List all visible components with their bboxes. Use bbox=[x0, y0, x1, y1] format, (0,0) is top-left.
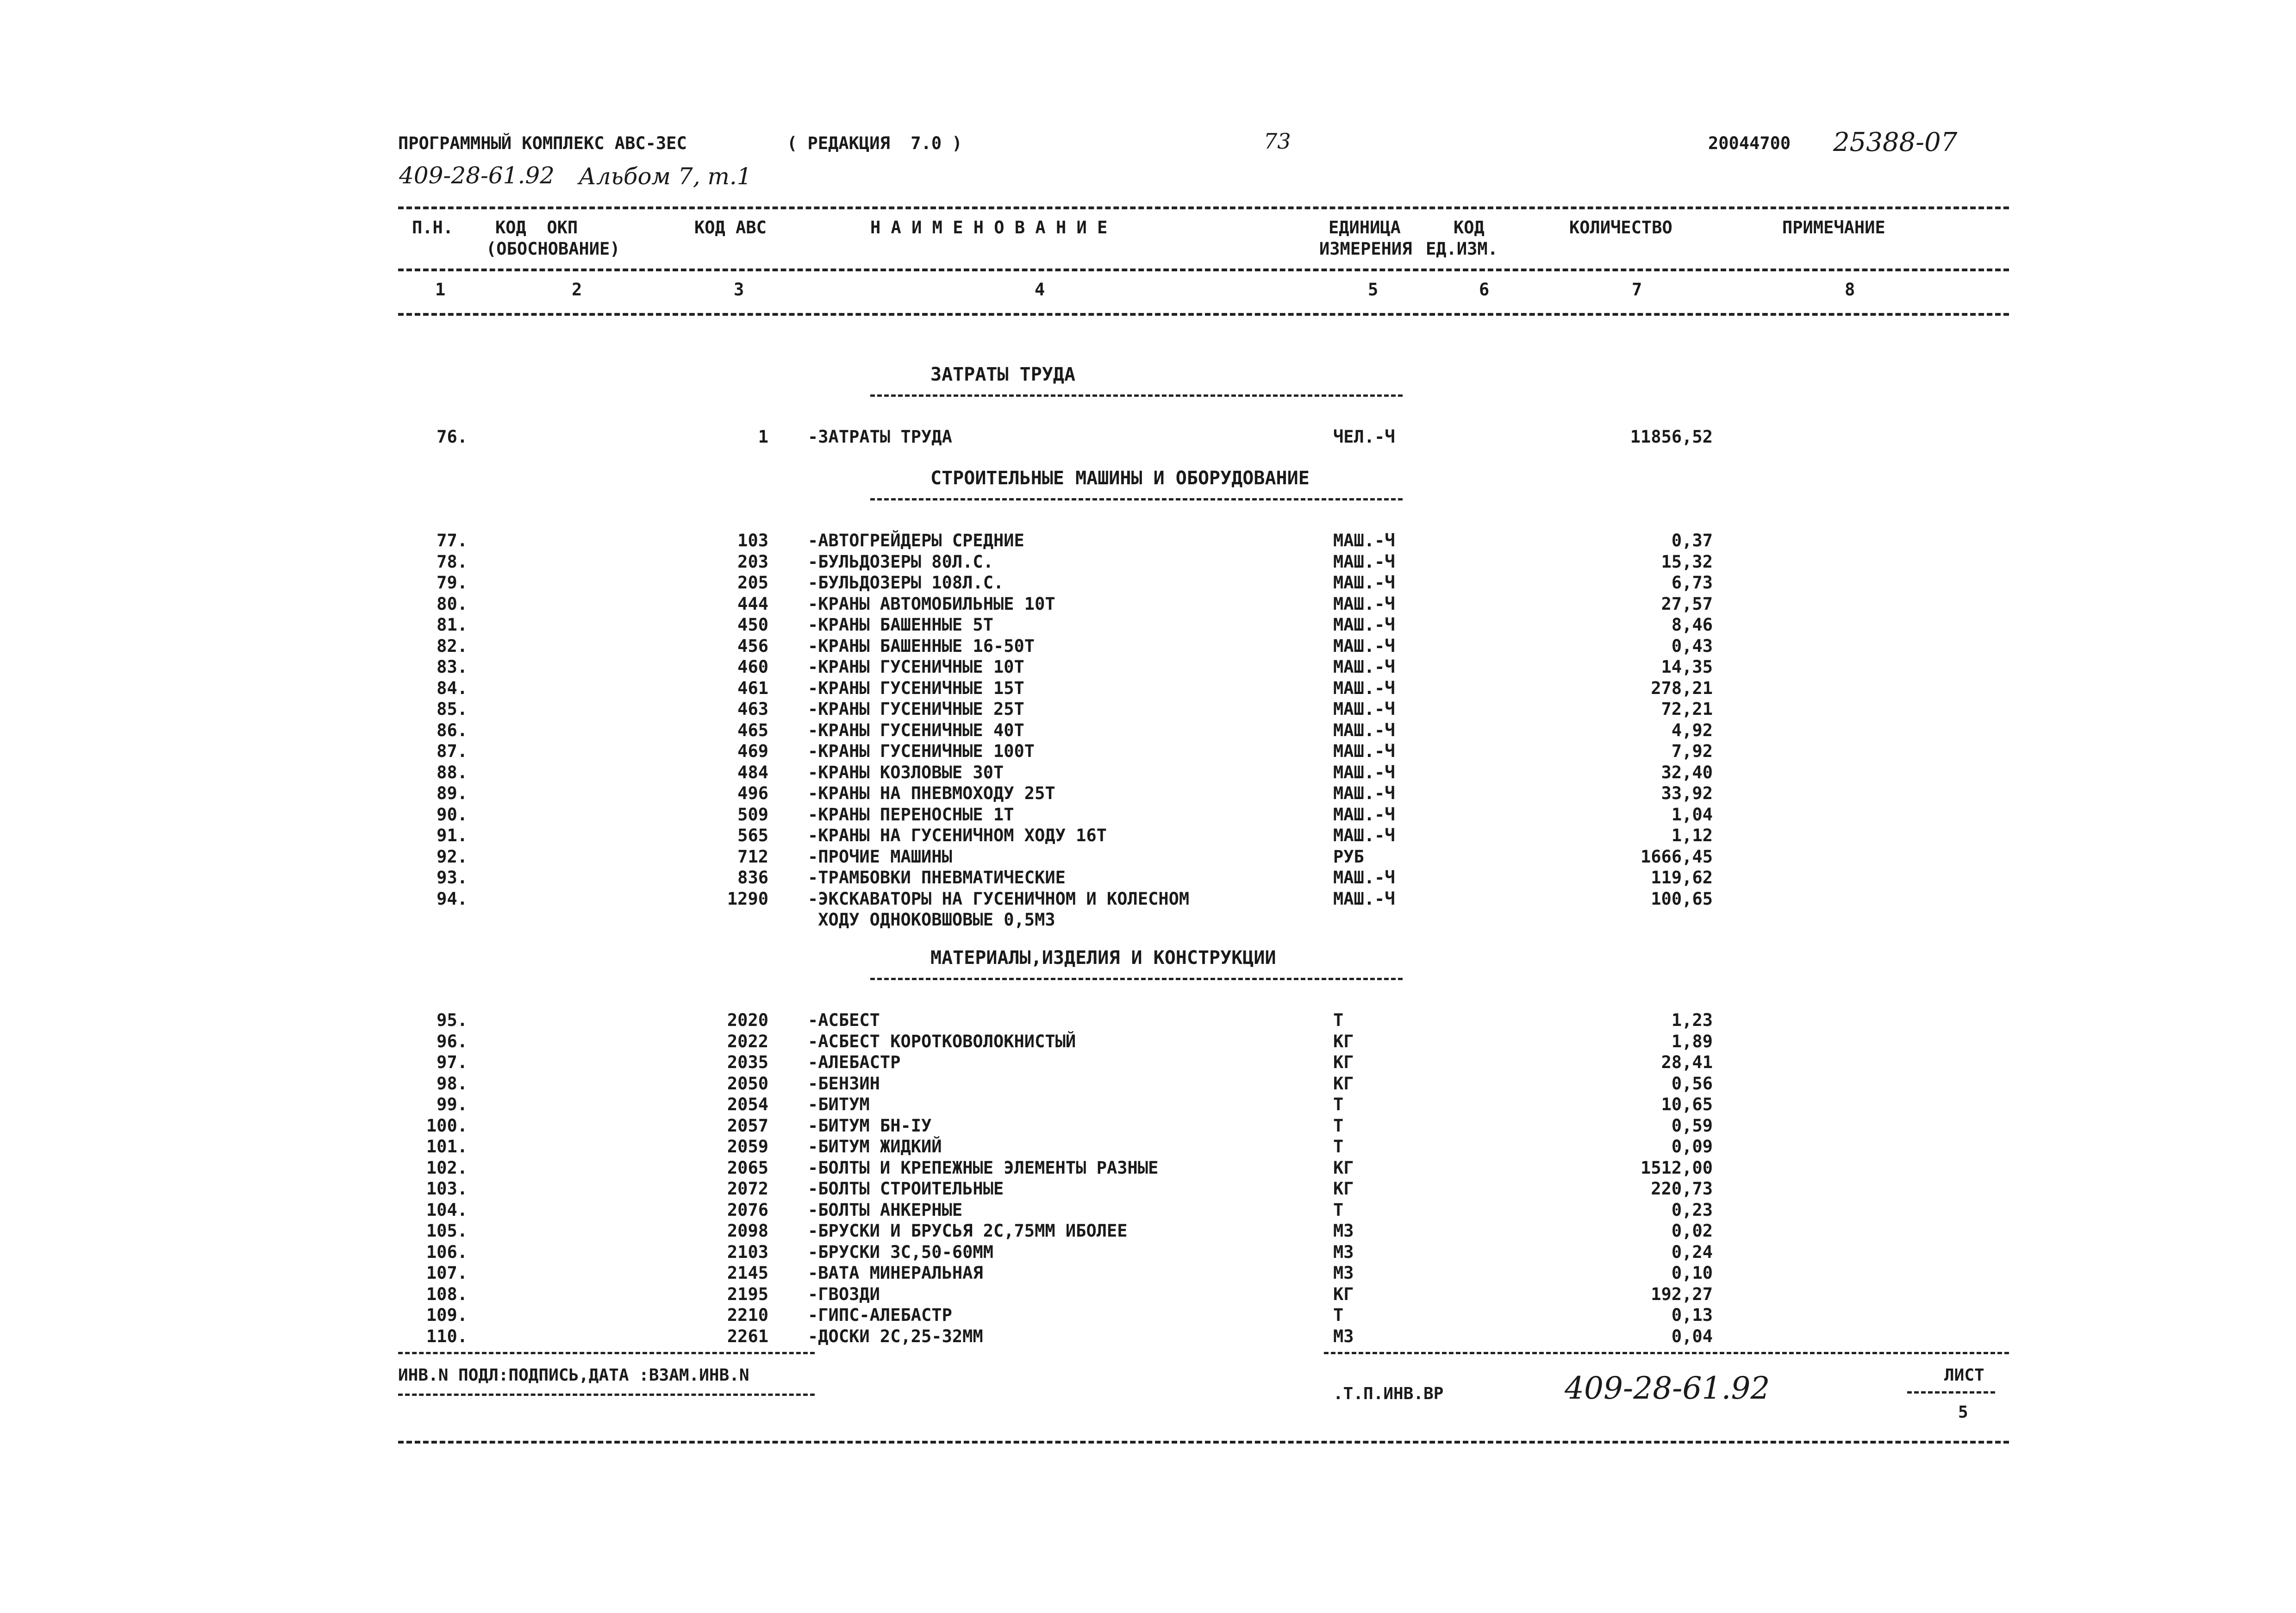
footer-divider-right bbox=[1324, 1352, 2009, 1354]
row-abc-code: 1290 bbox=[727, 888, 768, 909]
table-row bbox=[0, 1032, 2296, 1053]
row-abc-code: 1 bbox=[758, 427, 768, 447]
row-abc-code: 2072 bbox=[727, 1179, 768, 1199]
row-abc-code: 205 bbox=[737, 573, 768, 593]
row-quantity: 100,65 bbox=[1651, 888, 1713, 909]
row-name: -КРАНЫ КОЗЛОВЫЕ 30Т bbox=[808, 762, 1004, 782]
row-abc-code: 463 bbox=[737, 699, 768, 719]
row-abc-code: 509 bbox=[737, 804, 768, 825]
row-unit: РУБ bbox=[1333, 846, 1364, 867]
row-number: 95. bbox=[437, 1010, 468, 1030]
row-quantity: 6,73 bbox=[1671, 573, 1713, 593]
col-header-quantity: КОЛИЧЕСТВО bbox=[1569, 218, 1672, 238]
table-row bbox=[0, 1116, 2296, 1137]
row-unit: МАШ.-Ч bbox=[1333, 888, 1395, 909]
row-name: -ГВОЗДИ bbox=[808, 1284, 880, 1304]
table-row bbox=[0, 1263, 2296, 1284]
row-quantity: 1,12 bbox=[1671, 825, 1713, 845]
row-abc-code: 2098 bbox=[727, 1221, 768, 1241]
table-row bbox=[0, 825, 2296, 847]
table-row bbox=[0, 657, 2296, 678]
row-quantity: 0,59 bbox=[1671, 1115, 1713, 1136]
row-name: -КРАНЫ ГУСЕНИЧНЫЕ 25Т bbox=[808, 699, 1024, 719]
col-number-8: 8 bbox=[1845, 280, 1855, 300]
section-underline-machinery bbox=[870, 498, 1403, 500]
row-quantity: 1512,00 bbox=[1641, 1157, 1713, 1178]
footer-left-labels: ИНВ.N ПОДЛ:ПОДПИСЬ,ДАТА :ВЗАМ.ИНВ.N bbox=[398, 1366, 749, 1385]
row-quantity: 1,89 bbox=[1671, 1031, 1713, 1051]
row-unit: МАШ.-Ч bbox=[1333, 699, 1395, 719]
divider-header bbox=[398, 269, 2009, 271]
row-quantity: 7,92 bbox=[1671, 741, 1713, 761]
table-row bbox=[0, 805, 2296, 826]
row-number: 83. bbox=[437, 657, 468, 677]
row-number: 88. bbox=[437, 762, 468, 782]
row-abc-code: 2057 bbox=[727, 1115, 768, 1136]
row-quantity: 1,04 bbox=[1671, 804, 1713, 825]
col-number-3: 3 bbox=[734, 280, 744, 300]
row-abc-code: 2210 bbox=[727, 1305, 768, 1325]
table-row bbox=[0, 1052, 2296, 1074]
table-row bbox=[0, 1284, 2296, 1306]
row-number: 80. bbox=[437, 594, 468, 614]
row-abc-code: 2261 bbox=[727, 1326, 768, 1346]
row-unit: МАШ.-Ч bbox=[1333, 636, 1395, 656]
row-abc-code: 444 bbox=[737, 594, 768, 614]
row-number: 103. bbox=[426, 1179, 468, 1199]
edition-label: ( РЕДАКЦИЯ 7.0 ) bbox=[787, 133, 962, 153]
table-row bbox=[0, 868, 2296, 889]
row-number: 92. bbox=[437, 846, 468, 867]
row-number: 106. bbox=[426, 1242, 468, 1262]
row-abc-code: 460 bbox=[737, 657, 768, 677]
row-quantity: 1666,45 bbox=[1641, 846, 1713, 867]
row-abc-code: 461 bbox=[737, 678, 768, 698]
row-abc-code: 484 bbox=[737, 762, 768, 782]
col-number-5: 5 bbox=[1368, 280, 1379, 300]
col-header-unit-measure: ИЗМЕРЕНИЯ bbox=[1319, 239, 1412, 259]
row-number: 93. bbox=[437, 868, 468, 888]
row-unit: М3 bbox=[1333, 1221, 1354, 1241]
col-number-4: 4 bbox=[1035, 280, 1045, 300]
col-number-7: 7 bbox=[1632, 280, 1642, 300]
row-name: -ДОСКИ 2С,25-32ММ bbox=[808, 1326, 983, 1346]
row-quantity: 220,73 bbox=[1651, 1179, 1713, 1199]
row-abc-code: 2065 bbox=[727, 1157, 768, 1178]
row-name: -БРУСКИ И БРУСЬЯ 2С,75ММ ИБОЛЕЕ bbox=[808, 1221, 1128, 1241]
row-name: -КРАНЫ БАШЕННЫЕ 16-50Т bbox=[808, 636, 1035, 656]
table-row bbox=[0, 594, 2296, 615]
footer-divider-left bbox=[398, 1352, 815, 1354]
row-unit: МАШ.-Ч bbox=[1333, 573, 1395, 593]
row-abc-code: 203 bbox=[737, 551, 768, 572]
row-abc-code: 2020 bbox=[727, 1010, 768, 1030]
row-number: 81. bbox=[437, 615, 468, 635]
table-row bbox=[0, 615, 2296, 636]
row-name: -АСБЕСТ bbox=[808, 1010, 880, 1030]
row-number: 98. bbox=[437, 1073, 468, 1094]
album-label: Альбом 7, т.1 bbox=[579, 163, 752, 190]
row-quantity: 33,92 bbox=[1661, 783, 1713, 803]
col-header-okp: КОД ОКП bbox=[495, 218, 578, 238]
row-quantity: 192,27 bbox=[1651, 1284, 1713, 1304]
row-unit: МАШ.-Ч bbox=[1333, 678, 1395, 698]
table-row bbox=[0, 531, 2296, 552]
row-unit: МАШ.-Ч bbox=[1333, 741, 1395, 761]
row-abc-code: 2059 bbox=[727, 1137, 768, 1157]
row-name: -БОЛТЫ СТРОИТЕЛЬНЫЕ bbox=[808, 1179, 1004, 1199]
row-abc-code: 2103 bbox=[727, 1242, 768, 1262]
row-name: -ВАТА МИНЕРАЛЬНАЯ bbox=[808, 1263, 983, 1283]
row-quantity: 32,40 bbox=[1661, 762, 1713, 782]
section-title-machinery: СТРОИТЕЛЬНЫЕ МАШИНЫ И ОБОРУДОВАНИЕ bbox=[930, 468, 1310, 489]
row-name: -КРАНЫ БАШЕННЫЕ 5Т bbox=[808, 615, 993, 635]
row-quantity: 0,24 bbox=[1671, 1242, 1713, 1262]
row-number: 108. bbox=[426, 1284, 468, 1304]
row-unit: КГ bbox=[1333, 1031, 1354, 1051]
row-unit: М3 bbox=[1333, 1242, 1354, 1262]
table-row bbox=[0, 1010, 2296, 1032]
col-number-2: 2 bbox=[572, 280, 582, 300]
row-unit: Т bbox=[1333, 1305, 1344, 1325]
row-number: 90. bbox=[437, 804, 468, 825]
row-unit: Т bbox=[1333, 1010, 1344, 1030]
row-unit: Т bbox=[1333, 1115, 1344, 1136]
table-row bbox=[0, 763, 2296, 784]
row-unit: МАШ.-Ч bbox=[1333, 551, 1395, 572]
row-number: 107. bbox=[426, 1263, 468, 1283]
row-name: -БОЛТЫ АНКЕРНЫЕ bbox=[808, 1200, 963, 1220]
row-name-continuation: ХОДУ ОДНОКОВШОВЫЕ 0,5М3 bbox=[808, 910, 1055, 930]
table-row bbox=[0, 783, 2296, 805]
row-name: -ЗАТРАТЫ ТРУДА bbox=[808, 427, 952, 447]
row-number: 82. bbox=[437, 636, 468, 656]
row-quantity: 27,57 bbox=[1661, 594, 1713, 614]
row-name: -БУЛЬДОЗЕРЫ 108Л.С. bbox=[808, 573, 1004, 593]
row-abc-code: 456 bbox=[737, 636, 768, 656]
table-row bbox=[0, 1326, 2296, 1348]
row-number: 100. bbox=[426, 1115, 468, 1136]
row-name: -БОЛТЫ И КРЕПЕЖНЫЕ ЭЛЕМЕНТЫ РАЗНЫЕ bbox=[808, 1157, 1159, 1178]
row-quantity: 278,21 bbox=[1651, 678, 1713, 698]
row-unit: М3 bbox=[1333, 1263, 1354, 1283]
divider-bottom bbox=[398, 1441, 2009, 1444]
row-number: 99. bbox=[437, 1094, 468, 1114]
row-unit: Т bbox=[1333, 1094, 1344, 1114]
row-quantity: 4,92 bbox=[1671, 720, 1713, 740]
row-name: -АСБЕСТ КОРОТКОВОЛОКНИСТЫЙ bbox=[808, 1031, 1076, 1051]
col-header-unit-code-2: ЕД.ИЗМ. bbox=[1426, 239, 1498, 259]
row-quantity: 28,41 bbox=[1661, 1052, 1713, 1072]
row-unit: ЧЕЛ.-Ч bbox=[1333, 427, 1395, 447]
row-unit: КГ bbox=[1333, 1073, 1354, 1094]
row-unit: Т bbox=[1333, 1137, 1344, 1157]
row-unit: МАШ.-Ч bbox=[1333, 720, 1395, 740]
row-unit: МАШ.-Ч bbox=[1333, 657, 1395, 677]
row-number: 101. bbox=[426, 1137, 468, 1157]
row-number: 104. bbox=[426, 1200, 468, 1220]
row-name: -БРУСКИ 3С,50-60ММ bbox=[808, 1242, 993, 1262]
row-quantity: 0,02 bbox=[1671, 1221, 1713, 1241]
row-quantity: 10,65 bbox=[1661, 1094, 1713, 1114]
table-row bbox=[0, 847, 2296, 868]
table-row bbox=[0, 678, 2296, 700]
table-row bbox=[0, 1179, 2296, 1200]
page-number: 73 bbox=[1264, 129, 1291, 154]
row-name: -ГИПС-АЛЕБАСТР bbox=[808, 1305, 952, 1325]
section-title-labor: ЗАТРАТЫ ТРУДА bbox=[930, 364, 1076, 385]
table-row-continuation bbox=[0, 910, 2296, 931]
table-row bbox=[0, 427, 2296, 448]
row-name: -БИТУМ bbox=[808, 1094, 870, 1114]
table-row bbox=[0, 1074, 2296, 1095]
table-row bbox=[0, 1242, 2296, 1263]
table-row bbox=[0, 720, 2296, 742]
row-number: 79. bbox=[437, 573, 468, 593]
row-unit: Т bbox=[1333, 1200, 1344, 1220]
album-code: 409-28-61.92 bbox=[399, 162, 555, 189]
row-quantity: 0,09 bbox=[1671, 1137, 1713, 1157]
footer-sheet-number: 5 bbox=[1958, 1403, 1968, 1422]
footer-handwritten-code: 409-28-61.92 bbox=[1565, 1370, 1770, 1406]
col-header-abc-code: КОД АВС bbox=[694, 218, 767, 238]
row-unit: МАШ.-Ч bbox=[1333, 868, 1395, 888]
row-abc-code: 2035 bbox=[727, 1052, 768, 1072]
footer-tp-label: .Т.П.ИНВ.ВР bbox=[1333, 1384, 1444, 1403]
row-quantity: 0,04 bbox=[1671, 1326, 1713, 1346]
footer-divider-mid bbox=[398, 1394, 815, 1396]
row-unit: МАШ.-Ч bbox=[1333, 825, 1395, 845]
row-number: 77. bbox=[437, 531, 468, 550]
row-name: -КРАНЫ ПЕРЕНОСНЫЕ 1Т bbox=[808, 804, 1014, 825]
row-unit: КГ bbox=[1333, 1179, 1354, 1199]
row-name: -КРАНЫ НА ПНЕВМОХОДУ 25Т bbox=[808, 783, 1055, 803]
row-abc-code: 2050 bbox=[727, 1073, 768, 1094]
row-number: 86. bbox=[437, 720, 468, 740]
row-abc-code: 836 bbox=[737, 868, 768, 888]
row-number: 109. bbox=[426, 1305, 468, 1325]
row-number: 110. bbox=[426, 1326, 468, 1346]
row-unit: М3 bbox=[1333, 1326, 1354, 1346]
row-unit: МАШ.-Ч bbox=[1333, 531, 1395, 550]
divider-numbers bbox=[398, 313, 2009, 316]
col-header-unit-code: КОД bbox=[1454, 218, 1485, 238]
row-quantity: 0,56 bbox=[1671, 1073, 1713, 1094]
row-unit: КГ bbox=[1333, 1157, 1354, 1178]
row-name: -КРАНЫ НА ГУСЕНИЧНОМ ХОДУ 16Т bbox=[808, 825, 1107, 845]
row-number: 97. bbox=[437, 1052, 468, 1072]
row-name: -БИТУМ БН-IУ bbox=[808, 1115, 932, 1136]
table-row bbox=[0, 1094, 2296, 1116]
table-row bbox=[0, 1137, 2296, 1158]
table-row bbox=[0, 1221, 2296, 1242]
row-unit: МАШ.-Ч bbox=[1333, 804, 1395, 825]
table-row bbox=[0, 1200, 2296, 1221]
row-quantity: 72,21 bbox=[1661, 699, 1713, 719]
section-underline-materials bbox=[870, 978, 1403, 980]
row-quantity: 0,23 bbox=[1671, 1200, 1713, 1220]
row-quantity: 1,23 bbox=[1671, 1010, 1713, 1030]
row-abc-code: 2022 bbox=[727, 1031, 768, 1051]
row-unit: КГ bbox=[1333, 1284, 1354, 1304]
table-row bbox=[0, 741, 2296, 763]
row-unit: МАШ.-Ч bbox=[1333, 594, 1395, 614]
col-header-pn: П.Н. bbox=[412, 218, 454, 238]
divider-top bbox=[398, 206, 2009, 209]
row-number: 78. bbox=[437, 551, 468, 572]
row-name: -ПРОЧИЕ МАШИНЫ bbox=[808, 846, 952, 867]
row-name: -КРАНЫ ГУСЕНИЧНЫЕ 100Т bbox=[808, 741, 1035, 761]
row-name: -КРАНЫ ГУСЕНИЧНЫЕ 15Т bbox=[808, 678, 1024, 698]
row-name: -ЭКСКАВАТОРЫ НА ГУСЕНИЧНОМ И КОЛЕСНОМ bbox=[808, 888, 1190, 909]
col-header-note: ПРИМЕЧАНИЕ bbox=[1782, 218, 1885, 238]
table-row bbox=[0, 636, 2296, 657]
table-row bbox=[0, 699, 2296, 720]
row-quantity: 0,37 bbox=[1671, 531, 1713, 550]
row-name: -КРАНЫ ГУСЕНИЧНЫЕ 40Т bbox=[808, 720, 1024, 740]
row-name: -ТРАМБОВКИ ПНЕВМАТИЧЕСКИЕ bbox=[808, 868, 1066, 888]
footer-sheet-divider bbox=[1907, 1391, 1995, 1394]
row-abc-code: 2054 bbox=[727, 1094, 768, 1114]
row-number: 85. bbox=[437, 699, 468, 719]
table-row bbox=[0, 889, 2296, 910]
col-header-unit: ЕДИНИЦА bbox=[1329, 218, 1401, 238]
row-name: -БУЛЬДОЗЕРЫ 80Л.С. bbox=[808, 551, 993, 572]
row-number: 84. bbox=[437, 678, 468, 698]
row-quantity: 15,32 bbox=[1661, 551, 1713, 572]
table-row bbox=[0, 1158, 2296, 1179]
row-abc-code: 712 bbox=[737, 846, 768, 867]
row-abc-code: 465 bbox=[737, 720, 768, 740]
row-quantity: 0,43 bbox=[1671, 636, 1713, 656]
row-number: 94. bbox=[437, 888, 468, 909]
row-number: 89. bbox=[437, 783, 468, 803]
row-unit: МАШ.-Ч bbox=[1333, 615, 1395, 635]
row-abc-code: 450 bbox=[737, 615, 768, 635]
col-number-1: 1 bbox=[435, 280, 446, 300]
row-name: -КРАНЫ ГУСЕНИЧНЫЕ 10Т bbox=[808, 657, 1024, 677]
row-number: 76. bbox=[437, 427, 468, 447]
doc-number: 25388-07 bbox=[1833, 127, 1958, 157]
col-header-justification: (ОБОСНОВАНИЕ) bbox=[486, 239, 620, 259]
row-quantity: 14,35 bbox=[1661, 657, 1713, 677]
row-name: -БЕНЗИН bbox=[808, 1073, 880, 1094]
row-quantity: 0,10 bbox=[1671, 1263, 1713, 1283]
row-number: 96. bbox=[437, 1031, 468, 1051]
row-abc-code: 2195 bbox=[727, 1284, 768, 1304]
table-row bbox=[0, 573, 2296, 594]
row-abc-code: 469 bbox=[737, 741, 768, 761]
footer-sheet-label: ЛИСТ bbox=[1944, 1366, 1984, 1385]
row-name: -БИТУМ ЖИДКИЙ bbox=[808, 1137, 942, 1157]
row-abc-code: 2145 bbox=[727, 1263, 768, 1283]
row-abc-code: 2076 bbox=[727, 1200, 768, 1220]
row-quantity: 11856,52 bbox=[1630, 427, 1713, 447]
row-quantity: 119,62 bbox=[1651, 868, 1713, 888]
row-unit: МАШ.-Ч bbox=[1333, 762, 1395, 782]
row-name: -АЛЕБАСТР bbox=[808, 1052, 901, 1072]
row-name: -КРАНЫ АВТОМОБИЛЬНЫЕ 10Т bbox=[808, 594, 1055, 614]
program-name: ПРОГРАММНЫЙ КОМПЛЕКС АВС-3ЕС bbox=[398, 133, 687, 153]
header-code: 20044700 bbox=[1708, 133, 1791, 153]
table-row bbox=[0, 1305, 2296, 1326]
col-number-6: 6 bbox=[1479, 280, 1490, 300]
row-abc-code: 565 bbox=[737, 825, 768, 845]
row-unit: МАШ.-Ч bbox=[1333, 783, 1395, 803]
section-title-materials: МАТЕРИАЛЫ,ИЗДЕЛИЯ И КОНСТРУКЦИИ bbox=[930, 947, 1276, 969]
row-abc-code: 103 bbox=[737, 531, 768, 550]
row-number: 91. bbox=[437, 825, 468, 845]
row-abc-code: 496 bbox=[737, 783, 768, 803]
col-header-name: Н А И М Е Н О В А Н И Е bbox=[870, 218, 1108, 238]
row-number: 105. bbox=[426, 1221, 468, 1241]
row-name: -АВТОГРЕЙДЕРЫ СРЕДНИЕ bbox=[808, 531, 1024, 550]
table-row bbox=[0, 552, 2296, 573]
row-unit: КГ bbox=[1333, 1052, 1354, 1072]
row-number: 102. bbox=[426, 1157, 468, 1178]
row-quantity: 8,46 bbox=[1671, 615, 1713, 635]
row-number: 87. bbox=[437, 741, 468, 761]
row-quantity: 0,13 bbox=[1671, 1305, 1713, 1325]
section-underline-labor bbox=[870, 394, 1403, 397]
